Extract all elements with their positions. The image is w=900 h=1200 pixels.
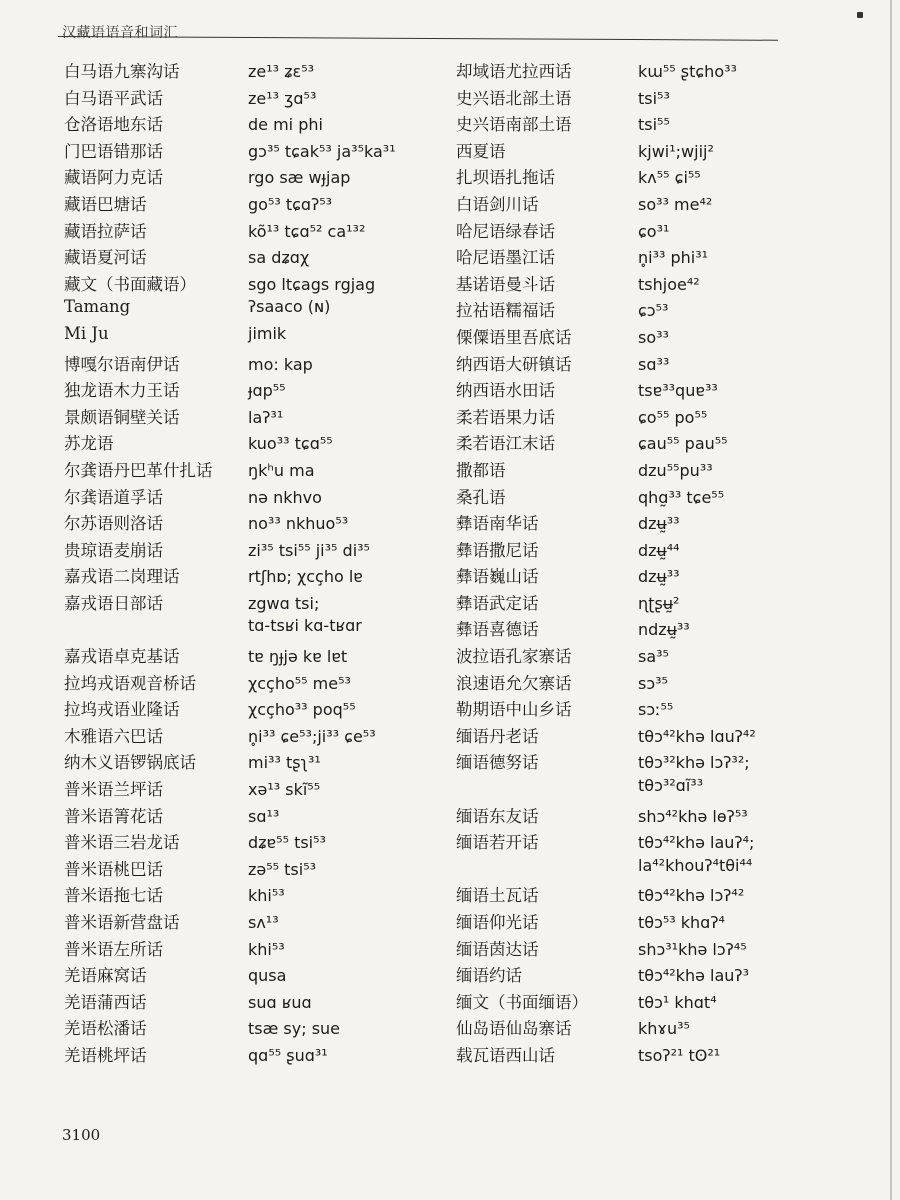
entry-row <box>64 85 396 112</box>
word-form: sgo ltɕags rgjag <box>248 274 376 294</box>
entry-row <box>456 616 756 643</box>
entry-row <box>456 271 756 298</box>
entry-row <box>64 484 396 511</box>
entry-row <box>456 58 756 85</box>
word-form: zə⁵⁵ tsi⁵³ <box>248 859 317 879</box>
word-form: xə¹³ skĩ⁵⁵ <box>248 780 321 800</box>
language-name: 贵琼语麦崩话 <box>64 540 163 560</box>
language-name: 尔龚语道孚话 <box>64 487 163 507</box>
word-form: ze¹³ ʑɛ⁵³ <box>248 62 315 81</box>
language-name: 彝语南华话 <box>456 514 539 534</box>
word-form: nə nkhvo <box>248 487 322 507</box>
right-column <box>456 58 756 1069</box>
word-form: sʌ¹³ <box>248 913 279 932</box>
language-name: 普米语拖七话 <box>64 886 163 906</box>
language-name: 普米语箐花话 <box>64 806 163 826</box>
entry-row <box>456 510 756 537</box>
language-name: 缅语丹老话 <box>456 726 539 746</box>
word-form: khi⁵³ <box>248 886 285 906</box>
word-form: tsi⁵³ <box>638 88 670 108</box>
entry-row <box>64 58 396 85</box>
word-form: mi³³ tʂʅ³¹ <box>248 753 321 773</box>
language-name: 尔苏语则洛话 <box>64 514 163 534</box>
entry-row <box>64 430 396 457</box>
page-number: 3100 <box>62 1126 101 1144</box>
language-name: 普米语三岩龙话 <box>64 833 180 853</box>
word-form: n̥i³³ ɕe⁵³;ji³³ ɕe⁵³ <box>248 726 376 746</box>
entry-row <box>64 749 396 776</box>
entry-row <box>456 111 756 138</box>
entry-row <box>456 803 756 830</box>
entry-row <box>64 616 396 643</box>
language-name: 哈尼语绿春话 <box>456 221 555 241</box>
language-name: 藏语巴塘话 <box>64 194 147 214</box>
entry-row <box>456 909 756 936</box>
word-form: ndzʉ̰³³ <box>638 620 690 640</box>
entry-row <box>64 989 396 1016</box>
entry-row <box>64 111 396 138</box>
entry-row <box>64 191 396 218</box>
word-form: dzʉ̰⁴⁴ <box>638 540 680 560</box>
language-name: 嘉戎语日部话 <box>64 593 163 613</box>
entry-row <box>456 85 756 112</box>
language-name: 彝语巍山话 <box>456 567 539 587</box>
entry-row <box>456 297 756 324</box>
word-form: la⁴²khouʔ⁴tθi⁴⁴ <box>638 855 753 875</box>
word-form: sɑ³³ <box>638 354 670 374</box>
language-name: 彝语撒尼话 <box>456 540 539 560</box>
entry-row <box>64 723 396 750</box>
entry-row <box>456 590 756 617</box>
language-name: 缅语德努话 <box>456 753 539 773</box>
word-form: rtʃhɒ; χcçho lɐ <box>248 567 363 587</box>
entry-row <box>456 1042 756 1069</box>
language-name: 普米语兰坪话 <box>64 780 163 800</box>
language-name: 缅语约话 <box>456 966 522 986</box>
word-form: qhɑ̰³³ tɕe⁵⁵ <box>638 487 725 507</box>
entry-row <box>64 351 396 378</box>
word-form: ŋkʰu ma <box>248 460 315 480</box>
entry-row <box>64 324 396 351</box>
word-form: kɯ⁵⁵ ʂtɕho³³ <box>638 62 737 81</box>
entry-row <box>64 909 396 936</box>
entry-row <box>456 244 756 271</box>
language-name: 拉坞戎语观音桥话 <box>64 673 196 693</box>
entry-row <box>456 138 756 165</box>
entry-row <box>456 404 756 431</box>
language-name: 缅语东友话 <box>456 806 539 826</box>
language-name: 彝语武定话 <box>456 593 539 613</box>
corner-mark <box>857 12 863 18</box>
language-name: 缅语若开话 <box>456 833 539 853</box>
entry-row <box>64 510 396 537</box>
word-form: tθɔ⁴²khə lɔʔ⁴² <box>638 886 745 906</box>
entry-row <box>64 590 396 617</box>
language-name: 尔龚语丹巴革什扎话 <box>64 460 213 480</box>
language-name: 独龙语木力王话 <box>64 381 180 401</box>
language-name: 木雅语六巴话 <box>64 726 163 746</box>
entry-row <box>456 776 756 803</box>
word-form: tθɔ¹ khɑt⁴ <box>638 992 717 1012</box>
language-name: 羌语桃坪话 <box>64 1045 147 1065</box>
word-form: tshjoe⁴² <box>638 274 700 294</box>
word-form: tɐ ŋɟjə kɐ lɐt <box>248 647 348 667</box>
language-name: 桑孔语 <box>456 487 506 507</box>
running-header: 汉藏语语音和词汇 <box>62 25 178 41</box>
entry-row <box>64 1015 396 1042</box>
language-name: 拉坞戎语业隆话 <box>64 700 180 720</box>
language-name: 载瓦语西山话 <box>456 1045 555 1065</box>
word-form: ɕɔ⁵³ <box>638 301 669 321</box>
word-form: tsi⁵⁵ <box>638 115 670 135</box>
language-name: 纳木义语锣锅底话 <box>64 753 196 773</box>
word-form: gɔ³⁵ tɕak⁵³ ja³⁵ka³¹ <box>248 141 396 161</box>
word-form: sa³⁵ <box>638 647 669 667</box>
word-form: sɔ³⁵ <box>638 673 668 693</box>
entry-row <box>64 404 396 431</box>
language-name: 白马语九寨沟话 <box>64 62 180 81</box>
entry-row <box>456 856 756 883</box>
page-edge <box>890 0 892 1200</box>
entry-row <box>456 191 756 218</box>
language-name: 彝语喜德话 <box>456 620 539 640</box>
language-name: 基诺语曼斗话 <box>456 274 555 294</box>
word-form: ʔsaaco (ɴ) <box>248 297 331 317</box>
language-name: 勒期语中山乡话 <box>456 700 572 720</box>
entry-row <box>64 271 396 298</box>
word-form: laʔ³¹ <box>248 407 284 427</box>
entry-row <box>456 643 756 670</box>
word-form: tsoʔ²¹ tʘ²¹ <box>638 1045 721 1065</box>
language-name: 波拉语孔家寨话 <box>456 647 572 667</box>
language-name: 傈僳语里吾底话 <box>456 327 572 347</box>
language-name: 藏语阿力克话 <box>64 168 163 188</box>
word-form: tsæ sy; sue <box>248 1019 341 1039</box>
word-form: shɔ³¹khə lɔʔ⁴⁵ <box>638 939 747 959</box>
language-name: 藏语夏河话 <box>64 248 147 268</box>
language-name: 普米语左所话 <box>64 939 163 959</box>
word-form: ze¹³ ʒɑ⁵³ <box>248 88 317 108</box>
word-form: ɕau⁵⁵ pau⁵⁵ <box>638 434 728 454</box>
word-form: rgo sæ wɟjap <box>248 168 351 188</box>
entry-row <box>64 776 396 803</box>
entry-row <box>64 377 396 404</box>
entry-row <box>64 138 396 165</box>
entry-row <box>456 989 756 1016</box>
word-form: kjwi¹;wjij² <box>638 141 714 161</box>
language-name: 缅语仰光话 <box>456 913 539 932</box>
entry-row <box>64 297 396 324</box>
language-name: 藏文（书面藏语） <box>64 274 196 294</box>
word-form: go⁵³ tɕɑʔ⁵³ <box>248 194 333 214</box>
language-name: 苏龙语 <box>64 434 114 454</box>
entry-row <box>456 457 756 484</box>
entry-row <box>64 164 396 191</box>
language-name: 嘉戎语二岗理话 <box>64 567 180 587</box>
language-name: 门巴语错那话 <box>64 141 163 161</box>
language-name: 白马语平武话 <box>64 88 163 108</box>
entry-row <box>456 324 756 351</box>
language-name: 缅语土瓦话 <box>456 886 539 906</box>
language-name: 嘉戎语卓克基话 <box>64 647 180 667</box>
entry-row <box>456 936 756 963</box>
word-form: kuo³³ tɕɑ⁵⁵ <box>248 434 333 454</box>
language-name: 拉祜语糯福话 <box>456 301 555 321</box>
word-form: zgwɑ tsi; <box>248 593 320 613</box>
language-name: 普米语新营盘话 <box>64 913 180 932</box>
language-name: 缅语茵达话 <box>456 939 539 959</box>
word-form: dzʉ̰³³ <box>638 567 680 587</box>
entry-row <box>64 670 396 697</box>
word-form: kõ¹³ tɕɑ⁵² ca¹³² <box>248 221 366 241</box>
word-form: tɑ-tsʁi kɑ-tʁɑr <box>248 616 362 636</box>
word-form: n̥i³³ phi³¹ <box>638 248 709 268</box>
word-form: mo: kap <box>248 354 313 374</box>
entry-row <box>456 537 756 564</box>
entry-row <box>64 457 396 484</box>
word-form: qusa <box>248 966 287 986</box>
entry-row <box>64 696 396 723</box>
word-form: no³³ nkhuo⁵³ <box>248 514 349 534</box>
language-name: 浪速语允欠寨话 <box>456 673 572 693</box>
word-form: jimik <box>248 323 287 343</box>
entry-row <box>64 856 396 883</box>
word-form: kʌ⁵⁵ ɕi⁵⁵ <box>638 168 701 188</box>
word-form: khɤu³⁵ <box>638 1019 690 1039</box>
word-form: tθɔ⁴²khə lauʔ³ <box>638 966 749 986</box>
language-name: 羌语松潘话 <box>64 1019 147 1039</box>
language-name: 普米语桃巴话 <box>64 859 163 879</box>
entry-row <box>456 218 756 245</box>
word-form: zi³⁵ tsi⁵⁵ ji³⁵ di³⁵ <box>248 540 370 560</box>
language-name: 仓洛语地东话 <box>64 115 163 135</box>
word-form: tθɔ⁴²khə lɑuʔ⁴² <box>638 726 756 746</box>
entry-row <box>64 218 396 245</box>
entry-row <box>64 829 396 856</box>
language-name: 史兴语南部土语 <box>456 115 572 135</box>
language-name: 史兴语北部土语 <box>456 88 572 108</box>
word-form: qɑ⁵⁵ ʂuɑ³¹ <box>248 1045 328 1065</box>
entry-row <box>64 1042 396 1069</box>
word-form: suɑ ʁuɑ <box>248 992 312 1012</box>
entry-row <box>456 351 756 378</box>
word-form: de mi phi <box>248 115 323 135</box>
language-name: 哈尼语墨江话 <box>456 248 555 268</box>
word-form: sɔː⁵⁵ <box>638 700 674 720</box>
language-name: 白语剑川话 <box>456 194 539 214</box>
entry-row <box>456 670 756 697</box>
language-name: 羌语麻窝话 <box>64 966 147 986</box>
entry-row <box>64 962 396 989</box>
left-column <box>64 58 396 1069</box>
word-form: sa dʑɑχ <box>248 248 310 268</box>
language-name: 景颇语铜壁关话 <box>64 407 180 427</box>
language-name: 扎坝语扎拖话 <box>456 168 555 188</box>
language-name: 仙岛语仙岛寨话 <box>456 1019 572 1039</box>
entry-row <box>456 1015 756 1042</box>
word-form: sɑ¹³ <box>248 806 280 826</box>
entry-row <box>64 803 396 830</box>
word-form: dzʉ̰³³ <box>638 514 680 534</box>
entry-row <box>456 882 756 909</box>
word-form: dzu⁵⁵pu³³ <box>638 460 713 480</box>
entry-row <box>64 537 396 564</box>
language-name: 却域语尤拉西话 <box>456 62 572 81</box>
language-name: 纳西语大研镇话 <box>456 354 572 374</box>
language-name: 羌语蒲西话 <box>64 992 147 1012</box>
entry-row <box>64 936 396 963</box>
entry-row <box>456 563 756 590</box>
word-form: ɕo⁵⁵ po⁵⁵ <box>638 407 708 427</box>
entry-row <box>456 749 756 776</box>
word-form: so³³ <box>638 327 669 347</box>
language-name: 纳西语水田话 <box>456 381 555 401</box>
word-form: tθɔ⁵³ khɑʔ⁴ <box>638 913 725 932</box>
language-name: 藏语拉萨话 <box>64 221 147 241</box>
word-form: tθɔ³²ɑĩ³³ <box>638 776 704 796</box>
language-name: 撒都语 <box>456 460 506 480</box>
entry-row <box>64 563 396 590</box>
entry-row <box>64 643 396 670</box>
entry-row <box>64 882 396 909</box>
entry-row <box>456 484 756 511</box>
word-form: tθɔ³²khə lɔʔ³²; <box>638 753 750 773</box>
entry-row <box>456 723 756 750</box>
word-form: ɟɑp⁵⁵ <box>248 381 286 401</box>
language-name: 博嘎尔语南伊话 <box>64 354 180 374</box>
entry-row <box>456 696 756 723</box>
entry-row <box>456 377 756 404</box>
word-form: dʑɐ⁵⁵ tsi⁵³ <box>248 833 326 853</box>
word-form: tsɐ³³quɐ³³ <box>638 381 718 401</box>
entry-row <box>456 430 756 457</box>
word-form: khi⁵³ <box>248 939 285 959</box>
language-name: 柔若语江末话 <box>456 434 555 454</box>
entry-row <box>64 244 396 271</box>
entry-row <box>456 829 756 856</box>
word-form: so³³ me⁴² <box>638 194 713 214</box>
language-name: Mi Ju <box>64 323 109 343</box>
entry-row <box>456 962 756 989</box>
word-form: χcçho⁵⁵ me⁵³ <box>248 673 351 693</box>
language-name: 西夏语 <box>456 141 506 161</box>
language-name: 柔若语果力话 <box>456 407 555 427</box>
word-form: ɕo³¹ <box>638 221 670 241</box>
language-name: 缅文（书面缅语） <box>456 992 588 1012</box>
word-form: ɳʈʂʉ̰² <box>638 593 680 613</box>
word-form: tθɔ⁴²khə lauʔ⁴; <box>638 833 755 853</box>
language-name: Tamang <box>64 297 131 317</box>
word-form: χcçho³³ poq⁵⁵ <box>248 700 356 720</box>
entry-row <box>456 164 756 191</box>
word-form: shɔ⁴²khə lɵʔ⁵³ <box>638 806 748 826</box>
